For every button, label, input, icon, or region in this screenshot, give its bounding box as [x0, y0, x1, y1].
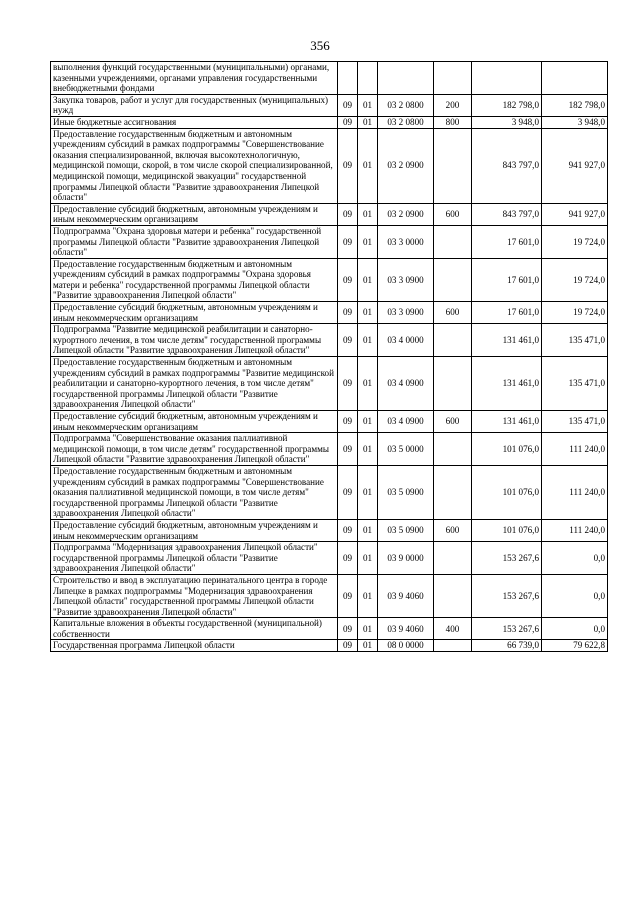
amount-year1-cell: 101 076,0: [472, 465, 542, 519]
subsection-code-cell: 01: [358, 519, 378, 541]
amount-year1-cell: 101 076,0: [472, 519, 542, 541]
expense-type-cell: [434, 62, 472, 95]
amount-year2-cell: [542, 62, 608, 95]
item-name-cell: Предоставление субсидий бюджетным, автономным учреждениям и иным некоммерческим организациям: [51, 302, 338, 324]
amount-year1-cell: 131 461,0: [472, 357, 542, 411]
target-article-cell: 03 5 0900: [378, 519, 434, 541]
table-row: [51, 411, 608, 433]
expense-type-cell: 600: [434, 203, 472, 225]
subsection-code-cell: 01: [358, 203, 378, 225]
item-name-cell: выполнения функций государственными (муниципальными) органами, казенными учреждениями, органами управления государственными внебюджетными фондами: [51, 62, 338, 95]
section-code-cell: 09: [338, 116, 358, 128]
item-name-cell: Подпрограмма "Модернизация здравоохранения Липецкой области" государственной программы Липецкой области "Развитие здравоохранения Липецкой области": [51, 542, 338, 575]
expense-type-cell: 600: [434, 519, 472, 541]
subsection-code-cell: 01: [358, 465, 378, 519]
section-code-cell: 09: [338, 411, 358, 433]
amount-year1-cell: 17 601,0: [472, 302, 542, 324]
amount-year2-cell: 111 240,0: [542, 433, 608, 466]
amount-year2-cell: 19 724,0: [542, 225, 608, 258]
expense-type-cell: [434, 433, 472, 466]
expense-type-cell: [434, 542, 472, 575]
amount-year2-cell: 79 622,8: [542, 640, 608, 652]
expense-type-cell: [434, 357, 472, 411]
table-row: [51, 465, 608, 519]
item-name-cell: Предоставление государственным бюджетным и автономным учреждениям субсидий в рамках подпрограммы "Охрана здоровья матери и ребенка" государственной программы Липецкой области "Развитие здравоохранения Липецкой области": [51, 258, 338, 301]
section-code-cell: [338, 62, 358, 95]
target-article-cell: 03 3 0900: [378, 258, 434, 301]
amount-year1-cell: [472, 62, 542, 95]
amount-year1-cell: 843 797,0: [472, 128, 542, 203]
amount-year2-cell: 941 927,0: [542, 128, 608, 203]
table-row: [51, 519, 608, 541]
item-name-cell: Подпрограмма "Охрана здоровья матери и ребенка" государственной программы Липецкой области "Развитие здравоохранения Липецкой области": [51, 225, 338, 258]
subsection-code-cell: 01: [358, 225, 378, 258]
expense-type-cell: [434, 258, 472, 301]
amount-year2-cell: 941 927,0: [542, 203, 608, 225]
amount-year1-cell: 101 076,0: [472, 433, 542, 466]
amount-year1-cell: 182 798,0: [472, 94, 542, 116]
target-article-cell: 03 3 0900: [378, 302, 434, 324]
target-article-cell: 03 9 0000: [378, 542, 434, 575]
table-row: [51, 357, 608, 411]
target-article-cell: 08 0 0000: [378, 640, 434, 652]
item-name-cell: Предоставление государственным бюджетным и автономным учреждениям субсидий в рамках подпрограммы "Развитие медицинской реабилитации и санаторно-курортного лечения, в том числе детям" государственной программы Липецкой области "Развитие здравоохранения Липецкой области": [51, 357, 338, 411]
amount-year2-cell: 0,0: [542, 574, 608, 617]
section-code-cell: 09: [338, 128, 358, 203]
table-row: [51, 62, 608, 95]
section-code-cell: 09: [338, 302, 358, 324]
item-name-cell: Подпрограмма "Совершенствование оказания паллиативной медицинской помощи, в том числе детям" государственной программы Липецкой области "Развитие здравоохранения Липецкой области": [51, 433, 338, 466]
subsection-code-cell: 01: [358, 302, 378, 324]
subsection-code-cell: 01: [358, 542, 378, 575]
subsection-code-cell: 01: [358, 433, 378, 466]
expense-type-cell: [434, 225, 472, 258]
table-row: [51, 324, 608, 357]
amount-year1-cell: 17 601,0: [472, 258, 542, 301]
item-name-cell: Предоставление субсидий бюджетным, автономным учреждениям и иным некоммерческим организациям: [51, 203, 338, 225]
subsection-code-cell: 01: [358, 411, 378, 433]
amount-year2-cell: 0,0: [542, 618, 608, 640]
item-name-cell: Предоставление государственным бюджетным и автономным учреждениям субсидий в рамках подпрограммы "Совершенствование оказания специализированной, включая высокотехнологичную, медицинской помощи, скорой, в том числе скорой специализированной, медицинской помощи, медицинской эвакуации" государственной программы Липецкой области "Развитие здравоохранения Липецкой области": [51, 128, 338, 203]
target-article-cell: 03 2 0900: [378, 203, 434, 225]
expense-type-cell: 600: [434, 302, 472, 324]
amount-year1-cell: 66 739,0: [472, 640, 542, 652]
amount-year2-cell: 135 471,0: [542, 411, 608, 433]
amount-year1-cell: 3 948,0: [472, 116, 542, 128]
subsection-code-cell: [358, 62, 378, 95]
subsection-code-cell: 01: [358, 574, 378, 617]
expense-type-cell: 200: [434, 94, 472, 116]
item-name-cell: Предоставление государственным бюджетным и автономным учреждениям субсидий в рамках подпрограммы "Совершенствование оказания паллиативной медицинской помощи, в том числе детям" государственной программы Липецкой области "Развитие здравоохранения Липецкой области": [51, 465, 338, 519]
amount-year2-cell: 135 471,0: [542, 357, 608, 411]
expense-type-cell: [434, 574, 472, 617]
table-row: [51, 640, 608, 652]
amount-year2-cell: 135 471,0: [542, 324, 608, 357]
subsection-code-cell: 01: [358, 128, 378, 203]
section-code-cell: 09: [338, 465, 358, 519]
section-code-cell: 09: [338, 640, 358, 652]
section-code-cell: 09: [338, 203, 358, 225]
expense-type-cell: 600: [434, 411, 472, 433]
expense-type-cell: [434, 324, 472, 357]
section-code-cell: 09: [338, 324, 358, 357]
amount-year2-cell: 19 724,0: [542, 258, 608, 301]
item-name-cell: Капитальные вложения в объекты государственной (муниципальной) собственности: [51, 618, 338, 640]
subsection-code-cell: 01: [358, 94, 378, 116]
item-name-cell: Строительство и ввод в эксплуатацию перинатального центра в городе Липецке в рамках подпрограммы "Модернизация здравоохранения Липецкой области" государственной программы Липецкой области "Развитие здравоохранения Липецкой области": [51, 574, 338, 617]
target-article-cell: 03 3 0000: [378, 225, 434, 258]
table-row: [51, 203, 608, 225]
budget-table: [50, 61, 608, 652]
item-name-cell: Предоставление субсидий бюджетным, автономным учреждениям и иным некоммерческим организациям: [51, 411, 338, 433]
target-article-cell: 03 4 0900: [378, 357, 434, 411]
item-name-cell: Закупка товаров, работ и услуг для государственных (муниципальных) нужд: [51, 94, 338, 116]
table-row: [51, 618, 608, 640]
section-code-cell: 09: [338, 433, 358, 466]
amount-year1-cell: 843 797,0: [472, 203, 542, 225]
amount-year2-cell: 3 948,0: [542, 116, 608, 128]
subsection-code-cell: 01: [358, 324, 378, 357]
page-number: 356: [310, 38, 330, 53]
table-row: [51, 258, 608, 301]
expense-type-cell: 800: [434, 116, 472, 128]
amount-year2-cell: 182 798,0: [542, 94, 608, 116]
table-row: [51, 128, 608, 203]
target-article-cell: 03 2 0800: [378, 94, 434, 116]
table-row: [51, 116, 608, 128]
target-article-cell: [378, 62, 434, 95]
target-article-cell: 03 2 0800: [378, 116, 434, 128]
item-name-cell: Государственная программа Липецкой области: [51, 640, 338, 652]
section-code-cell: 09: [338, 357, 358, 411]
table-row: [51, 302, 608, 324]
item-name-cell: Предоставление субсидий бюджетным, автономным учреждениям и иным некоммерческим организациям: [51, 519, 338, 541]
target-article-cell: 03 5 0000: [378, 433, 434, 466]
subsection-code-cell: 01: [358, 258, 378, 301]
target-article-cell: 03 2 0900: [378, 128, 434, 203]
amount-year1-cell: 17 601,0: [472, 225, 542, 258]
target-article-cell: 03 5 0900: [378, 465, 434, 519]
expense-type-cell: [434, 465, 472, 519]
amount-year1-cell: 131 461,0: [472, 324, 542, 357]
table-row: [51, 433, 608, 466]
amount-year2-cell: 0,0: [542, 542, 608, 575]
expense-type-cell: [434, 640, 472, 652]
target-article-cell: 03 4 0900: [378, 411, 434, 433]
target-article-cell: 03 9 4060: [378, 574, 434, 617]
section-code-cell: 09: [338, 542, 358, 575]
item-name-cell: Иные бюджетные ассигнования: [51, 116, 338, 128]
table-row: [51, 574, 608, 617]
target-article-cell: 03 4 0000: [378, 324, 434, 357]
amount-year1-cell: 153 267,6: [472, 618, 542, 640]
section-code-cell: 09: [338, 574, 358, 617]
table-row: [51, 94, 608, 116]
amount-year2-cell: 19 724,0: [542, 302, 608, 324]
amount-year1-cell: 153 267,6: [472, 542, 542, 575]
table-row: [51, 225, 608, 258]
subsection-code-cell: 01: [358, 640, 378, 652]
amount-year1-cell: 153 267,6: [472, 574, 542, 617]
subsection-code-cell: 01: [358, 618, 378, 640]
expense-type-cell: [434, 128, 472, 203]
subsection-code-cell: 01: [358, 116, 378, 128]
section-code-cell: 09: [338, 618, 358, 640]
section-code-cell: 09: [338, 94, 358, 116]
section-code-cell: 09: [338, 258, 358, 301]
section-code-cell: 09: [338, 519, 358, 541]
amount-year2-cell: 111 240,0: [542, 465, 608, 519]
subsection-code-cell: 01: [358, 357, 378, 411]
expense-type-cell: 400: [434, 618, 472, 640]
section-code-cell: 09: [338, 225, 358, 258]
amount-year2-cell: 111 240,0: [542, 519, 608, 541]
amount-year1-cell: 131 461,0: [472, 411, 542, 433]
table-row: [51, 542, 608, 575]
item-name-cell: Подпрограмма "Развитие медицинской реабилитации и санаторно-курортного лечения, в том числе детям" государственной программы Липецкой области "Развитие здравоохранения Липецкой области": [51, 324, 338, 357]
target-article-cell: 03 9 4060: [378, 618, 434, 640]
